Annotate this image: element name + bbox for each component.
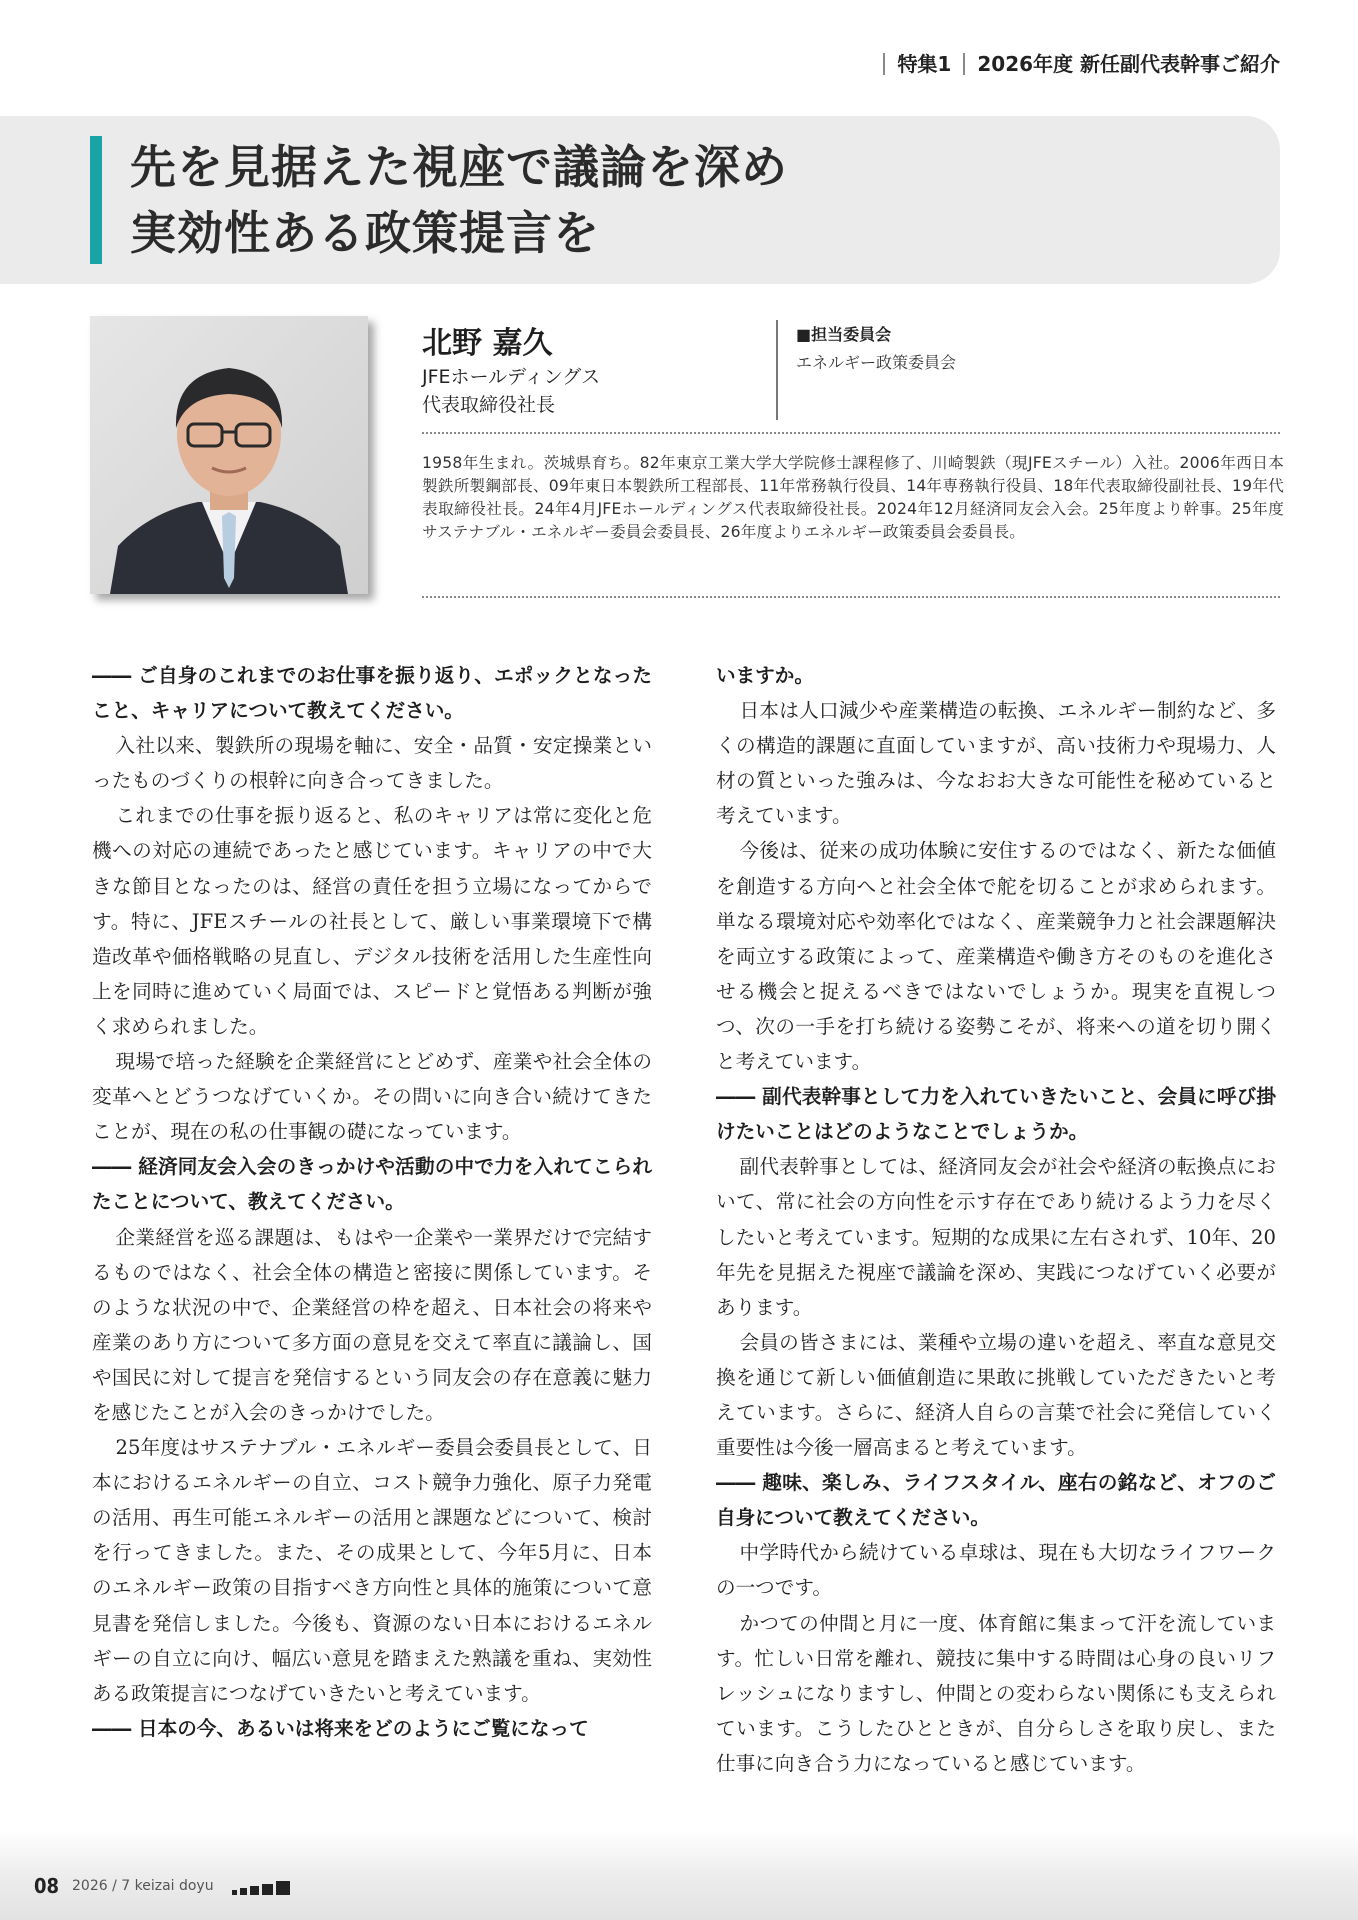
footer-band <box>0 1830 1358 1920</box>
body-paragraph: 中学時代から続けている卓球は、現在も大切なライフワークの一つです。 <box>716 1541 1276 1600</box>
interview-question: ―― ご自身のこれまでのお仕事を振り返り、エポックとなったこと、キャリアについて教えてください。 <box>92 664 652 723</box>
header-divider <box>963 53 965 75</box>
feature-title: 2026年度 新任副代表幹事ご紹介 <box>977 52 1280 76</box>
bio-bottom-rule <box>422 596 1280 598</box>
profile-divider <box>776 320 778 420</box>
article-title <box>130 134 788 266</box>
committee-label: ■担当委員会 <box>796 325 892 344</box>
job-title: 代表取締役社長 <box>422 394 556 416</box>
body-paragraph: 入社以来、製鉄所の現場を軸に、安全・品質・安定操業といったものづくりの根幹に向き合ってきました。 <box>92 734 652 793</box>
biography: 1958年生まれ。茨城県育ち。82年東京工業大学大学院修士課程修了、川崎製鉄（現JFEスチール）入社。2006年西日本製鉄所製鋼部長、09年東日本製鉄所工程部長、11年常務執行役員、14年専務執行役員、18年代表取締役副社長、19年代表取締役社長。24年4月JFEホールディングス代表取締役社長。2024年12月経済同友会入会。25年度より幹事。25年度サステナブル・エネルギー委員会委員長、26年度よりエネルギー政策委員会委員長。 <box>422 454 1284 541</box>
body-paragraph: 25年度はサステナブル・エネルギー委員会委員長として、日本におけるエネルギーの自立、コスト競争力強化、原子力発電の活用、再生可能エネルギーの活用と課題などについて、検討を行ってきました。また、その成果として、今年5月に、日本のエネルギー政策の目指すべき方向性と具体的施策について意見書を発信しました。今後も、資源のない日本におけるエネルギーの自立に向け、幅広い意見を踏まえた熟議を重ね、実効性ある政策提言につなげていきたいと考えています。 <box>92 1436 652 1705</box>
title-accent-bar <box>90 136 102 264</box>
feature-header <box>871 48 1280 77</box>
portrait-illustration <box>90 316 368 594</box>
page-number: 08 <box>34 1874 60 1898</box>
body-paragraph: 企業経営を巡る課題は、もはや一企業や一業界だけで完結するものではなく、社会全体の構造と密接に関係しています。そのような状況の中で、企業経営の枠を超え、日本社会の将来や産業のあり方について多方面の意見を交えて率直に議論し、国や国民に対して提言を発信するという同友会の存在意義に魅力を感じたことが入会のきっかけでした。 <box>92 1225 652 1424</box>
body-paragraph: これまでの仕事を振り返ると、私のキャリアは常に変化と危機への対応の連続であったと感じています。キャリアの中で大きな節目となったのは、経営の責任を担う立場になってからです。特に、JFEスチールの社長として、厳しい事業環境下で構造改革や価格戦略の見直し、デジタル技術を活用した生産性向上を同時に進めていく局面では、スピードと覚悟ある判断が強く求められました。 <box>92 804 652 1038</box>
portrait-photo <box>90 316 368 594</box>
interview-question: ―― 日本の今、あるいは将来をどのようにご覧になって <box>92 1716 589 1740</box>
body-paragraph: かつての仲間と月に一度、体育館に集まって汗を流しています。忙しい日常を離れ、競技に集中する時間は心身の良いリフレッシュになりますし、仲間との変わらない関係にも支えられています。こうしたひとときが、自分らしさを取り戻し、また仕事に向き合う力になっていると感じています。 <box>716 1611 1276 1775</box>
interview-question: ―― 趣味、楽しみ、ライフスタイル、座右の銘など、オフのご自身について教えてください。 <box>716 1471 1276 1530</box>
bio-top-rule <box>422 432 1280 434</box>
interview-question: ―― 経済同友会入会のきっかけや活動の中で力を入れてこられたことについて、教えてください。 <box>92 1155 652 1214</box>
article-column-left <box>92 658 652 1746</box>
interview-question: ―― 副代表幹事として力を入れていきたいこと、会員に呼び掛けたいことはどのようなことでしょうか。 <box>716 1085 1276 1144</box>
body-paragraph: 現場で培った経験を企業経営にとどめず、産業や社会全体の変革へとどうつなげていくか。その問いに向き合い続けてきたことが、現在の私の仕事観の礎になっています。 <box>92 1050 652 1144</box>
body-paragraph: 会員の皆さまには、業種や立場の違いを超え、率直な意見交換を通じて新しい価値創造に果敢に挑戦していただきたいと考えています。さらに、経済人自らの言葉で社会に発信していく重要性は今後一層高まると考えています。 <box>716 1330 1276 1460</box>
body-paragraph: 今後は、従来の成功体験に安住するのではなく、新たな価値を創造する方向へと社会全体で舵を切ることが求められます。単なる環境対応や効率化ではなく、産業競争力と社会課題解決を両立する政策によって、産業構造や働き方そのものを進化させる機会と捉えるべきではないでしょうか。現実を直視しつつ、次の一手を打ち続ける姿勢こそが、将来への道を切り開くと考えています。 <box>716 839 1276 1074</box>
article-column-right <box>716 658 1276 1781</box>
company-name: JFEホールディングス <box>422 366 601 388</box>
header-divider <box>883 53 885 75</box>
footer-squares-icon <box>232 1876 293 1892</box>
person-name: 北野 嘉久 <box>422 326 553 361</box>
issue-label: 2026 / 7 keizai doyu <box>72 1878 214 1894</box>
body-paragraph: 日本は人口減少や産業構造の転換、エネルギー制約など、多くの構造的課題に直面していますが、高い技術力や現場力、人材の質といった強みは、今なおお大きな可能性を秘めていると考えています。 <box>716 699 1276 828</box>
interview-question: いますか。 <box>716 664 814 687</box>
article-title-line-1: 先を見据えた視座で議論を深め <box>130 140 788 194</box>
article-title-line-2: 実効性ある政策提言を <box>130 206 600 260</box>
body-paragraph: 副代表幹事としては、経済同友会が社会や経済の転換点において、常に社会の方向性を示す存在であり続けるよう力を尽くしたいと考えています。短期的な成果に左右されず、10年、20年先を見据えた視座で議論を深め、実践につなげていく必要があります。 <box>716 1155 1276 1319</box>
feature-label: 特集1 <box>897 52 952 76</box>
committee-value: エネルギー政策委員会 <box>796 353 957 372</box>
